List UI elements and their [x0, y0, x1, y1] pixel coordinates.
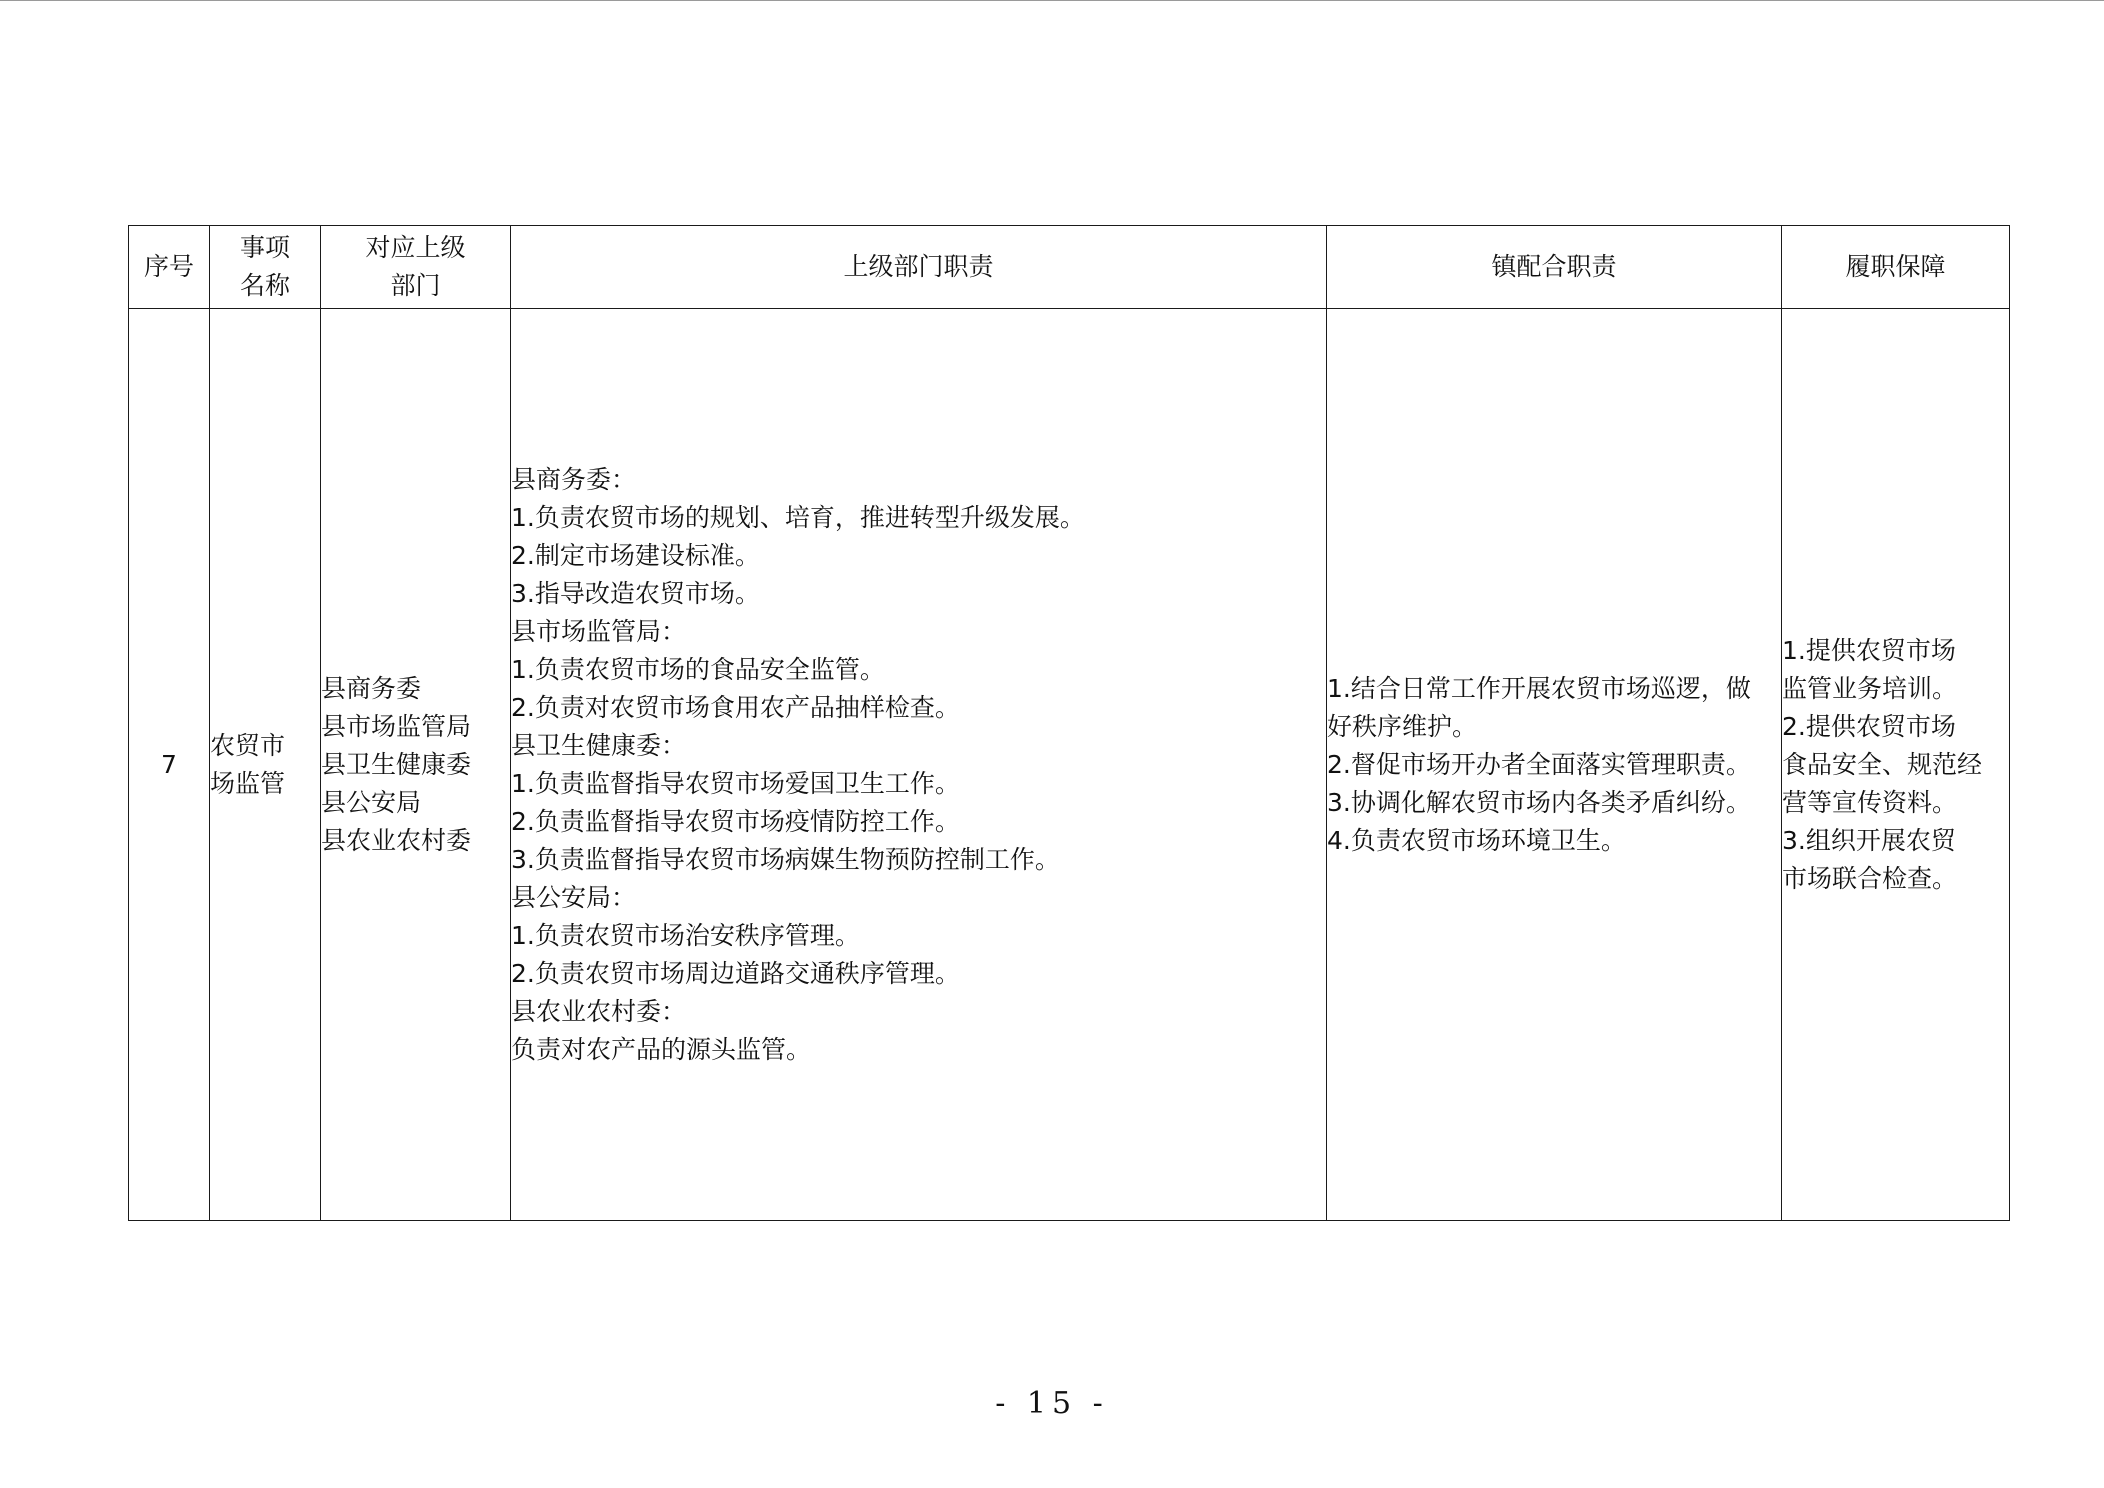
- header-guarantee: 履职保障: [1782, 226, 2010, 309]
- upper-duty-line: 1.负责监督指导农贸市场爱国卫生工作。: [511, 768, 960, 798]
- upper-duty-line: 2.负责监督指导农贸市场疫情防控工作。: [511, 806, 960, 836]
- town-duty-line: 2.督促市场开办者全面落实管理职责。: [1327, 749, 1751, 779]
- guarantee-line: 营等宣传资料。: [1782, 787, 1958, 817]
- town-duty-line: 1.结合日常工作开展农贸市场巡逻，做: [1327, 673, 1751, 703]
- guarantee-line: 3.组织开展农贸: [1782, 825, 1956, 855]
- table-row: [129, 309, 2010, 1221]
- upper-duty-line: 2.负责对农贸市场食用农产品抽样检查。: [511, 692, 960, 722]
- upper-duty-line: 3.负责监督指导农贸市场病媒生物预防控制工作。: [511, 844, 1060, 874]
- town-duty-line: 3.协调化解农贸市场内各类矛盾纠纷。: [1327, 787, 1751, 817]
- header-upper-dept: [321, 226, 511, 309]
- guarantee-line: 市场联合检查。: [1782, 863, 1958, 893]
- upper-duty-line: 县卫生健康委：: [511, 730, 687, 760]
- header-upper-dept-line: 对应上级: [365, 233, 466, 262]
- row-town-duties: [1327, 309, 1782, 1221]
- upper-duty-line: 1.负责农贸市场的规划、培育，推进转型升级发展。: [511, 502, 1085, 532]
- row-item-name: [210, 309, 321, 1221]
- header-item-name-line: 名称: [239, 271, 290, 300]
- guarantee-line: 食品安全、规范经: [1782, 749, 1983, 779]
- guarantee-line: 2.提供农贸市场: [1782, 711, 1956, 741]
- upper-duty-line: 县市场监管局：: [511, 616, 687, 646]
- dept-line: 县农业农村委: [321, 825, 472, 855]
- town-duty-line: 4.负责农贸市场环境卫生。: [1327, 825, 1626, 855]
- dept-line: 县公安局: [321, 787, 422, 817]
- duty-table: [128, 225, 2010, 1221]
- item-name-line: 场监管: [210, 768, 286, 798]
- upper-duty-line: 1.负责农贸市场的食品安全监管。: [511, 654, 885, 684]
- upper-duty-line: 1.负责农贸市场治安秩序管理。: [511, 920, 860, 950]
- item-name-line: 农贸市: [210, 730, 286, 760]
- dept-line: 县市场监管局: [321, 711, 472, 741]
- header-item-name: [210, 226, 321, 309]
- header-town-duties: 镇配合职责: [1327, 226, 1782, 309]
- header-upper-duties: 上级部门职责: [511, 226, 1327, 309]
- header-seq: 序号: [129, 226, 210, 309]
- row-guarantee: [1782, 309, 2010, 1221]
- header-row: [129, 226, 2010, 309]
- upper-duty-line: 县公安局：: [511, 882, 637, 912]
- upper-duty-line: 2.负责农贸市场周边道路交通秩序管理。: [511, 958, 960, 988]
- header-item-name-line: 事项: [239, 233, 290, 262]
- town-duty-line: 好秩序维护。: [1327, 711, 1478, 741]
- page-number: - 15 -: [995, 1386, 1109, 1421]
- guarantee-line: 监管业务培训。: [1782, 673, 1958, 703]
- top-border-line: [0, 0, 2104, 1]
- row-seq: 7: [129, 309, 210, 1221]
- guarantee-line: 1.提供农贸市场: [1782, 635, 1956, 665]
- dept-line: 县商务委: [321, 673, 422, 703]
- upper-duty-line: 县农业农村委：: [511, 996, 687, 1026]
- row-upper-duties: [511, 309, 1327, 1221]
- upper-duty-line: 2.制定市场建设标准。: [511, 540, 760, 570]
- upper-duty-line: 县商务委：: [511, 464, 637, 494]
- row-upper-depts: [321, 309, 511, 1221]
- upper-duty-line: 负责对农产品的源头监管。: [511, 1034, 812, 1064]
- upper-duty-line: 3.指导改造农贸市场。: [511, 578, 760, 608]
- dept-line: 县卫生健康委: [321, 749, 472, 779]
- header-upper-dept-line: 部门: [390, 271, 441, 300]
